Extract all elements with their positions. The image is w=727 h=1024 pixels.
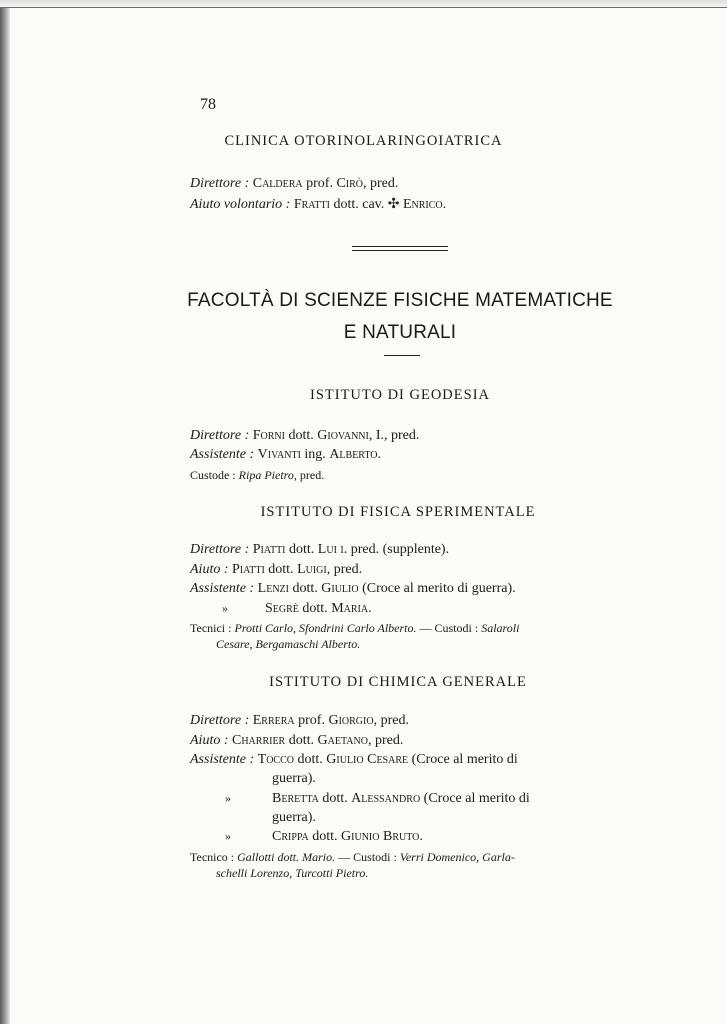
entry-fisica-assistente [190, 581, 516, 597]
custodi-names-cont: schelli Lorenzo, Turcotti Pietro. [216, 866, 369, 880]
surname: Forni [252, 428, 285, 443]
title-text: prof. [302, 176, 337, 191]
role-label: Aiuto : [190, 562, 229, 577]
tail-text: . [377, 447, 382, 462]
page-number: 78 [200, 96, 216, 113]
role-label: Direttore : [190, 542, 250, 557]
title-text: dott. [298, 601, 332, 616]
entry-geodesia-direttore [190, 428, 419, 444]
ditto-mark: » [225, 791, 231, 805]
given-name: Giorgio [328, 713, 374, 728]
surname: Piatti [252, 542, 286, 557]
section-title-chimica: ISTITUTO DI CHIMICA GENERALE [269, 674, 527, 690]
entry-fisica-assistente-2 [222, 601, 372, 617]
given-name: Lui i [317, 542, 344, 557]
person-name: Ripa Pietro [238, 468, 294, 482]
role-label: Assistente : [190, 752, 255, 767]
role-label: Assistente : [190, 581, 255, 596]
tail-text: , pred. [293, 468, 325, 482]
given-name: Giovanni [317, 428, 369, 443]
title-text: dott. [284, 428, 318, 443]
faculty-title-line2: E NATURALI [343, 322, 457, 343]
surname: Errera [252, 713, 295, 728]
person-names: Protti Carlo, Sfondrini Carlo Alberto. [234, 621, 417, 635]
given-name: Giunio Bruto [341, 829, 420, 844]
title-text: dott. [285, 733, 318, 748]
ditto-mark: » [222, 601, 228, 615]
entry-fisica-direttore [190, 542, 449, 558]
title-text: dott. [288, 581, 322, 596]
given-name: Cirò [336, 176, 364, 191]
entry-chimica-assistente-3 [225, 829, 423, 845]
tail-text: , pred. [373, 713, 409, 728]
title-text: dott. [318, 791, 352, 806]
surname: Crippa [272, 829, 309, 844]
entry-chimica-tecnico [190, 850, 515, 865]
tail-text: . pred. (supplente). [343, 542, 450, 557]
entry-clinica-aiuto [190, 196, 446, 213]
role-label: Direttore : [190, 428, 250, 443]
given-name: Enrico [402, 197, 443, 212]
surname: Vivanti [257, 447, 301, 462]
tail-text: , I., pred. [368, 428, 420, 443]
section-title-clinica: CLINICA OTORINOLARINGOIATRICA [224, 133, 503, 149]
entry-fisica-aiuto [190, 562, 362, 578]
surname: Caldera [252, 176, 303, 191]
entry-fisica-tecnici [190, 621, 519, 636]
surname: Tocco [257, 752, 294, 767]
tail-text: (Croce al merito di [420, 791, 530, 806]
tail-text: (Croce al merito di guerra). [358, 581, 516, 596]
surname: Lenzi [257, 581, 289, 596]
entry-chimica-assistente-cont: guerra). [272, 771, 316, 786]
double-rule-divider [352, 246, 448, 251]
tail-text: , pred. [363, 176, 399, 191]
title-text: dott. [294, 752, 327, 767]
tail-text: , pred. [367, 733, 404, 748]
custodi-names-cont: Cesare, Bergamaschi Alberto. [216, 637, 361, 651]
entry-geodesia-assistente [190, 447, 381, 463]
short-rule-divider [384, 355, 420, 356]
entry-chimica-assistente-2 [225, 791, 530, 807]
section-title-fisica: ISTITUTO DI FISICA SPERIMENTALE [260, 504, 536, 520]
role-label: Aiuto : [190, 733, 229, 748]
tail-text: . [368, 601, 372, 616]
given-name: Luigi [297, 562, 327, 577]
title-text: ing. [300, 447, 330, 462]
separator-text: — Custodi : [335, 850, 400, 864]
person-name: Gallotti dott. Mario. [237, 850, 336, 864]
title-text: dott. [285, 542, 318, 557]
role-label: Tecnico : [190, 850, 235, 864]
faculty-title-line1: FACOLTÀ DI SCIENZE FISICHE MATEMATICHE [187, 290, 613, 311]
role-label: Direttore : [190, 176, 250, 191]
role-label: Custode : [190, 468, 236, 482]
role-label: Tecnici : [190, 621, 232, 635]
entry-chimica-direttore [190, 713, 409, 729]
page-top-edge [0, 0, 727, 8]
surname: Charrier [232, 733, 286, 748]
role-label: Assistente : [190, 447, 255, 462]
entry-geodesia-custode [190, 468, 324, 483]
title-text: dott. [308, 829, 342, 844]
entry-fisica-tecnici-cont [216, 637, 360, 652]
tail-text: (Croce al merito di [408, 752, 518, 767]
given-name: Maria [331, 601, 369, 616]
title-text: dott. [264, 562, 298, 577]
role-label: Direttore : [190, 713, 250, 728]
custodi-names: Verri Domenico, Garla- [399, 850, 515, 864]
entry-chimica-assistente [190, 752, 518, 768]
separator-text: — Custodi : [416, 621, 482, 635]
role-label: Aiuto volontario : [190, 197, 291, 212]
tail-text: , pred. [326, 562, 363, 577]
given-name: Giulio Cesare [326, 752, 409, 767]
surname: Fratti [293, 197, 330, 212]
given-name: Alessandro [351, 791, 421, 806]
entry-chimica-aiuto [190, 733, 403, 749]
surname: Segrè [265, 601, 299, 616]
entry-chimica-assistente-2-cont: guerra). [272, 810, 316, 825]
custodi-names: Salaroli [481, 621, 520, 635]
tail-text: . [442, 197, 447, 212]
entry-clinica-direttore [190, 176, 398, 192]
given-name: Gaetano [317, 733, 368, 748]
section-title-geodesia: ISTITUTO DI GEODESIA [309, 387, 491, 403]
ditto-mark: » [225, 829, 231, 843]
title-text: dott. cav. ✣ [329, 197, 403, 212]
tail-text: . [419, 829, 423, 844]
surname: Beretta [272, 791, 319, 806]
entry-chimica-tecnico-cont [216, 866, 368, 881]
given-name: Alberto [329, 447, 378, 462]
surname: Piatti [232, 562, 265, 577]
given-name: Giulio [321, 581, 359, 596]
title-text: prof. [294, 713, 329, 728]
